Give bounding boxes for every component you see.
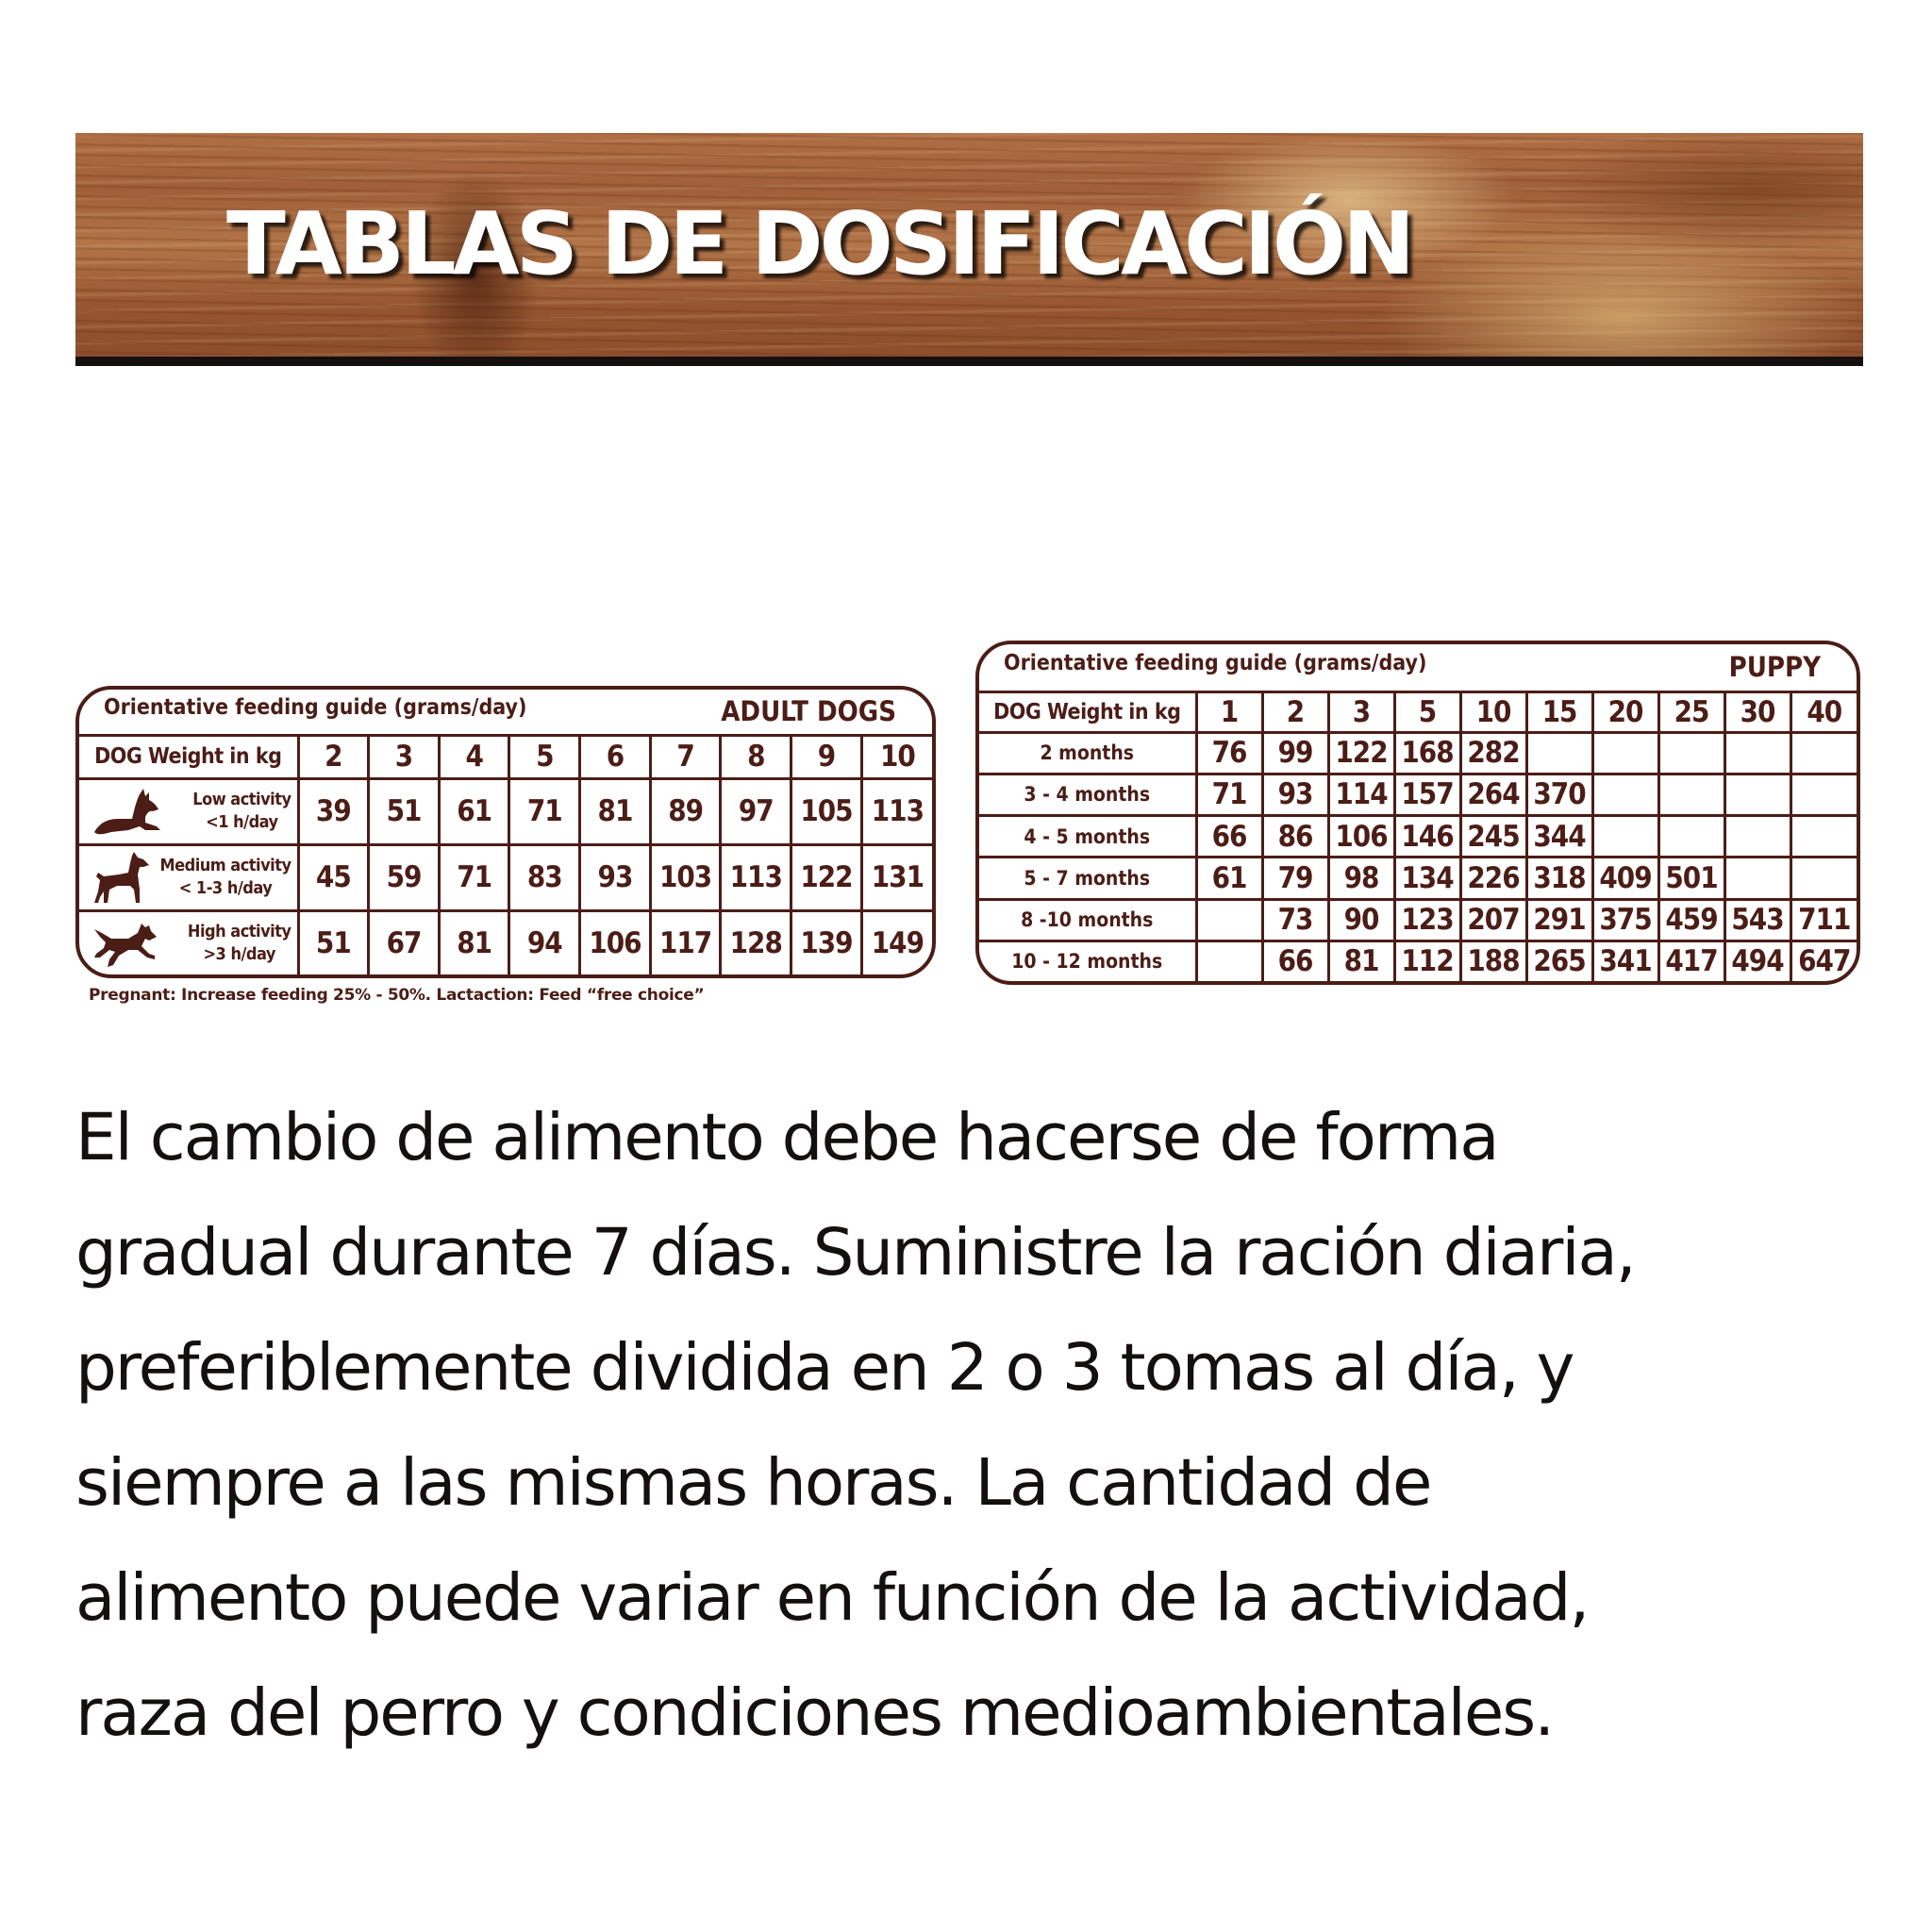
- value-cell: 112: [1394, 941, 1460, 981]
- value-cell: 134: [1394, 858, 1460, 899]
- value-cell: 131: [861, 844, 932, 910]
- table-row: [79, 844, 932, 910]
- value-cell: 81: [1328, 941, 1394, 981]
- value-cell: 97: [721, 778, 791, 844]
- value-cell: 39: [298, 778, 369, 844]
- page-title: TABLAS DE DOSIFICACIÓN: [226, 193, 1412, 294]
- value-cell: [1658, 774, 1724, 815]
- value-cell: 168: [1394, 732, 1460, 774]
- lying-dog-icon: [91, 785, 164, 838]
- adult-caption-row: [79, 690, 932, 735]
- puppy-badge: PUPPY: [1728, 651, 1821, 684]
- value-cell: 494: [1724, 941, 1790, 981]
- value-cell: 117: [650, 910, 721, 974]
- value-cell: 105: [791, 778, 862, 844]
- value-cell: 83: [509, 844, 580, 910]
- puppy-feeding-table: [975, 641, 1860, 985]
- weight-label: DOG Weight in kg: [979, 691, 1196, 732]
- activity-name: Low activity: [192, 790, 291, 810]
- table-row: [79, 778, 932, 844]
- activity-cell: [79, 910, 298, 974]
- table-row: [979, 858, 1857, 899]
- value-cell: 375: [1592, 899, 1658, 941]
- value-cell: 122: [1328, 732, 1394, 774]
- value-cell: 149: [861, 910, 932, 974]
- value-cell: 647: [1790, 941, 1857, 981]
- value-cell: [1790, 774, 1857, 815]
- value-cell: 245: [1460, 816, 1526, 858]
- value-cell: [1658, 732, 1724, 774]
- value-cell: [1790, 732, 1857, 774]
- value-cell: [1724, 774, 1790, 815]
- activity-duration: <1 h/day: [206, 812, 278, 833]
- puppy-weight-header: [979, 691, 1857, 732]
- puppy-caption-row: [979, 644, 1857, 691]
- title-banner: [75, 133, 1863, 366]
- activity-cell: [79, 778, 298, 844]
- value-cell: 76: [1196, 732, 1262, 774]
- value-cell: [1790, 816, 1857, 858]
- weight-header-cell: 8: [721, 735, 791, 778]
- value-cell: 226: [1460, 858, 1526, 899]
- adult-badge: ADULT DOGS: [721, 695, 896, 728]
- adult-caption: Orientative feeding guide (grams/day): [104, 695, 527, 721]
- activity-name: Medium activity: [159, 856, 291, 876]
- feeding-instructions: [75, 1080, 1858, 1771]
- value-cell: 113: [861, 778, 932, 844]
- weight-header-cell: 5: [509, 735, 580, 778]
- value-cell: 370: [1526, 774, 1592, 815]
- activity-name: High activity: [187, 921, 291, 941]
- weight-header-cell: 3: [1328, 691, 1394, 732]
- weight-header-cell: 25: [1658, 691, 1724, 732]
- weight-header-cell: 6: [580, 735, 651, 778]
- value-cell: 71: [509, 778, 580, 844]
- weight-header-cell: 5: [1394, 691, 1460, 732]
- value-cell: 81: [580, 778, 651, 844]
- value-cell: [1526, 732, 1592, 774]
- activity-label: [188, 921, 291, 966]
- value-cell: 711: [1790, 899, 1857, 941]
- value-cell: 341: [1592, 941, 1658, 981]
- value-cell: 86: [1262, 816, 1328, 858]
- value-cell: [1592, 732, 1658, 774]
- table-row: [79, 910, 932, 974]
- standing-dog-icon: [91, 848, 151, 907]
- value-cell: [1592, 816, 1658, 858]
- weight-header-cell: 2: [298, 735, 369, 778]
- value-cell: 282: [1460, 732, 1526, 774]
- table-row: [979, 899, 1857, 941]
- adult-weight-header: [79, 735, 932, 778]
- age-label: 8 -10 months: [979, 899, 1196, 941]
- value-cell: [1196, 941, 1262, 981]
- value-cell: 51: [369, 778, 440, 844]
- running-dog-icon: [91, 918, 158, 969]
- activity-cell: [79, 844, 298, 910]
- value-cell: 51: [298, 910, 369, 974]
- value-cell: 79: [1262, 858, 1328, 899]
- value-cell: 501: [1658, 858, 1724, 899]
- value-cell: 66: [1196, 816, 1262, 858]
- value-cell: [1790, 858, 1857, 899]
- value-cell: 103: [650, 844, 721, 910]
- weight-header-cell: 7: [650, 735, 721, 778]
- instruction-line: El cambio de alimento debe hacerse de forma: [75, 1100, 1498, 1175]
- value-cell: 122: [791, 844, 862, 910]
- value-cell: 139: [791, 910, 862, 974]
- value-cell: 45: [298, 844, 369, 910]
- activity-label: [160, 855, 291, 900]
- value-cell: 66: [1262, 941, 1328, 981]
- age-label: 10 - 12 months: [979, 941, 1196, 981]
- value-cell: 123: [1394, 899, 1460, 941]
- puppy-caption-cell: [979, 644, 1857, 691]
- weight-header-cell: 15: [1526, 691, 1592, 732]
- value-cell: 89: [650, 778, 721, 844]
- value-cell: 188: [1460, 941, 1526, 981]
- table-row: [979, 816, 1857, 858]
- table-row: [979, 941, 1857, 981]
- weight-header-cell: 10: [861, 735, 932, 778]
- weight-header-cell: 10: [1460, 691, 1526, 732]
- value-cell: 67: [369, 910, 440, 974]
- value-cell: 459: [1658, 899, 1724, 941]
- value-cell: 157: [1394, 774, 1460, 815]
- age-label: 5 - 7 months: [979, 858, 1196, 899]
- value-cell: 106: [580, 910, 651, 974]
- instruction-line: raza del perro y condiciones medioambientales.: [75, 1675, 1554, 1751]
- value-cell: 61: [439, 778, 509, 844]
- adult-footnote: Pregnant: Increase feeding 25% - 50%. Lactaction: Feed “free choice”: [89, 986, 705, 1005]
- instruction-line: gradual durante 7 días. Suministre la ración diaria,: [75, 1215, 1635, 1291]
- age-label: 4 - 5 months: [979, 816, 1196, 858]
- value-cell: [1724, 816, 1790, 858]
- value-cell: 318: [1526, 858, 1592, 899]
- value-cell: 409: [1592, 858, 1658, 899]
- value-cell: 93: [1262, 774, 1328, 815]
- value-cell: 146: [1394, 816, 1460, 858]
- value-cell: [1724, 732, 1790, 774]
- age-label: 2 months: [979, 732, 1196, 774]
- value-cell: [1658, 816, 1724, 858]
- value-cell: 93: [580, 844, 651, 910]
- weight-header-cell: 4: [439, 735, 509, 778]
- value-cell: 128: [721, 910, 791, 974]
- value-cell: 113: [721, 844, 791, 910]
- value-cell: [1592, 774, 1658, 815]
- weight-header-cell: 20: [1592, 691, 1658, 732]
- puppy-caption: Orientative feeding guide (grams/day): [1004, 651, 1427, 676]
- table-row: [979, 774, 1857, 815]
- weight-header-cell: 2: [1262, 691, 1328, 732]
- weight-label: DOG Weight in kg: [79, 735, 298, 778]
- age-label: 3 - 4 months: [979, 774, 1196, 815]
- value-cell: 291: [1526, 899, 1592, 941]
- value-cell: 71: [1196, 774, 1262, 815]
- value-cell: 59: [369, 844, 440, 910]
- value-cell: 98: [1328, 858, 1394, 899]
- activity-label: [192, 789, 291, 834]
- value-cell: [1196, 899, 1262, 941]
- value-cell: 99: [1262, 732, 1328, 774]
- weight-header-cell: 40: [1790, 691, 1857, 732]
- instruction-line: alimento puede variar en función de la actividad,: [75, 1560, 1589, 1636]
- value-cell: 106: [1328, 816, 1394, 858]
- instruction-line: preferiblemente dividida en 2 o 3 tomas al día, y: [75, 1330, 1574, 1406]
- weight-header-cell: 1: [1196, 691, 1262, 732]
- weight-header-cell: 30: [1724, 691, 1790, 732]
- activity-duration: >3 h/day: [203, 943, 275, 964]
- value-cell: 94: [509, 910, 580, 974]
- value-cell: 344: [1526, 816, 1592, 858]
- adult-feeding-table: [75, 686, 936, 978]
- value-cell: 264: [1460, 774, 1526, 815]
- value-cell: 73: [1262, 899, 1328, 941]
- value-cell: 61: [1196, 858, 1262, 899]
- value-cell: 417: [1658, 941, 1724, 981]
- value-cell: 114: [1328, 774, 1394, 815]
- weight-header-cell: 3: [369, 735, 440, 778]
- value-cell: 90: [1328, 899, 1394, 941]
- value-cell: 71: [439, 844, 509, 910]
- value-cell: 543: [1724, 899, 1790, 941]
- weight-header-cell: 9: [791, 735, 862, 778]
- table-row: [979, 732, 1857, 774]
- value-cell: 81: [439, 910, 509, 974]
- instruction-line: siempre a las mismas horas. La cantidad de: [75, 1445, 1431, 1521]
- value-cell: 265: [1526, 941, 1592, 981]
- value-cell: [1724, 858, 1790, 899]
- value-cell: 207: [1460, 899, 1526, 941]
- adult-caption-cell: [79, 690, 932, 735]
- activity-duration: < 1-3 h/day: [178, 878, 273, 899]
